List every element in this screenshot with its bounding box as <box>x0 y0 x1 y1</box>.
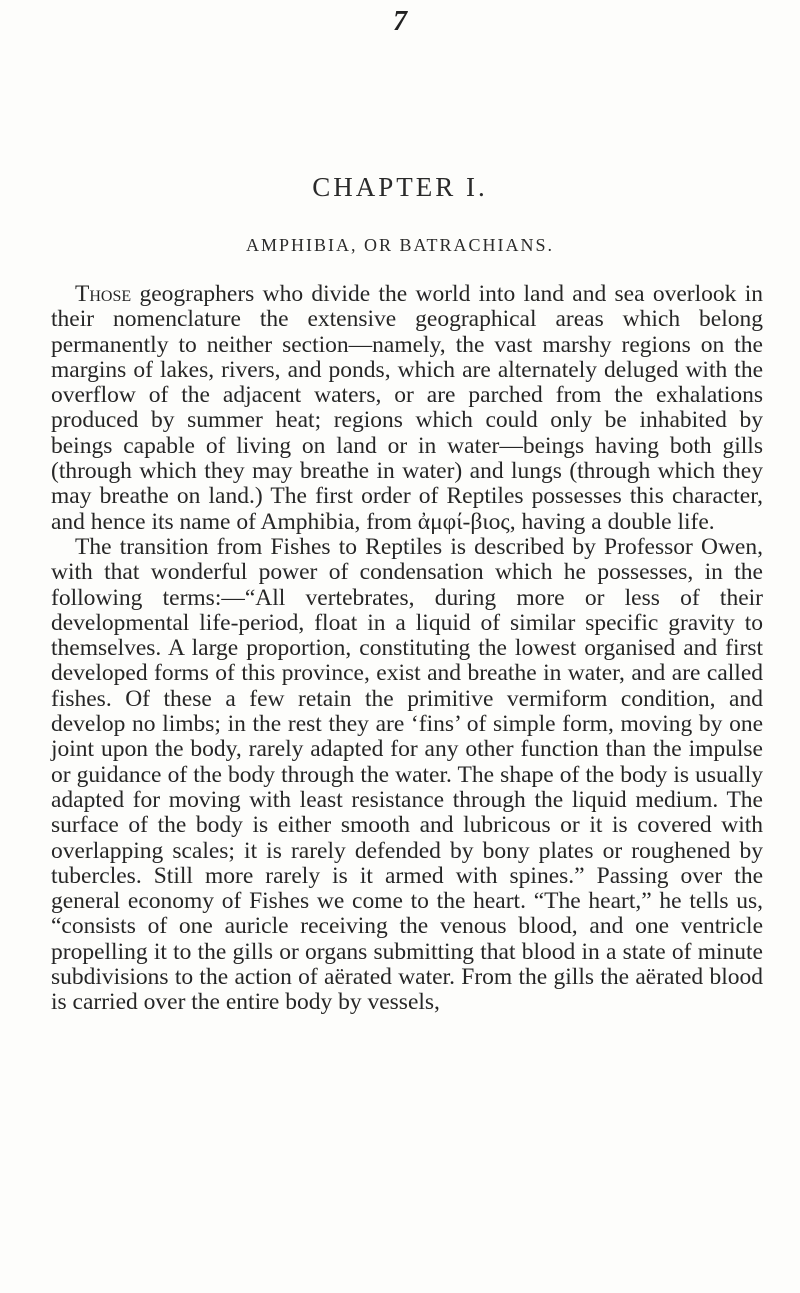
paragraph-1 <box>51 282 763 535</box>
page-number: 7 <box>393 6 407 37</box>
paragraph-text: geographers who divide the world into land and sea overlook in their nomenclature the extensive geographical areas which belong permanently to neither section—namely, the vast marshy regions on the margins of lakes, rivers, and ponds, which are alternately deluged with the overflow of the adjacent waters, or are parched from the exhalations produced by summer heat; regions which could only be inhabited by beings capable of living on land or in water—beings having both gills (through which they may breathe in water) and lungs (through which they may breathe on land.) The first order of Reptiles possesses this character, and hence its name of Amphibia, from ἀμφί-βιος, having a double life. <box>51 281 763 535</box>
paragraph-lead-word: Those <box>75 281 132 307</box>
chapter-subtitle: AMPHIBIA, OR BATRACHIANS. <box>245 235 555 255</box>
paragraph-2 <box>51 535 763 1016</box>
body-text <box>51 282 763 1016</box>
paragraph-text: The transition from Fishes to Reptiles is described by Professor Owen, with that wonderful power of condensation which he possesses, in the following terms:—“All vertebrates, during more or less of their developmental life-period, float in a liquid of similar specific gravity to themselves. A large proportion, constituting the lowest organised and first developed forms of this province, exist and breathe in water, and are called fishes. Of these a few retain the primitive vermiform condition, and develop no limbs; in the rest they are ‘fins’ of simple form, moving by one joint upon the body, rarely adapted for any other function than the impulse or guidance of the body through the water. The shape of the body is usually adapted for moving with least resistance through the liquid medium. The surface of the body is either smooth and lubricous or it is covered with overlapping scales; it is rarely defended by bony plates or roughened by tubercles. Still more rarely is it armed with spines.” Passing over the general economy of Fishes we come to the heart. “The heart,” he tells us, “consists of one auricle receiving the venous blood, and one ventricle propelling it to the gills or organs submitting that blood in a state of minute subdivisions to the action of aërated water. From the gills the aërated blood is carried over the entire body by vessels, <box>51 533 763 1016</box>
chapter-heading: CHAPTER I. <box>312 172 488 202</box>
